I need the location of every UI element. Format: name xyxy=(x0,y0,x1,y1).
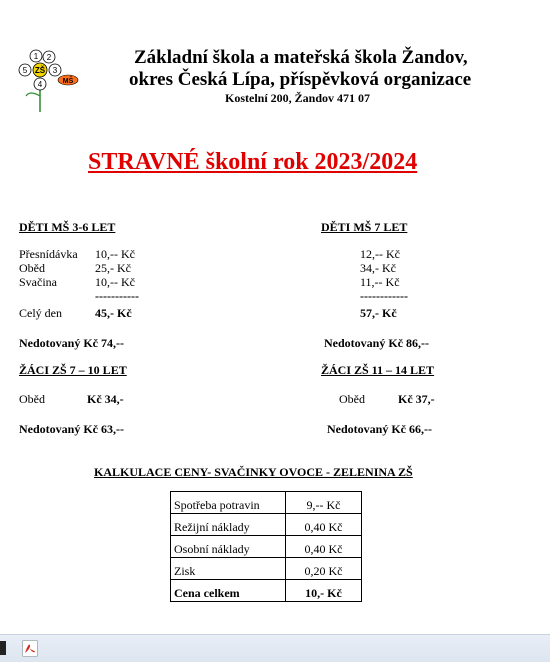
table-cell-value: 0,40 Kč xyxy=(286,514,362,536)
logo-text: 2 xyxy=(46,53,52,62)
zs710-obed-label: Oběd xyxy=(19,392,45,406)
zs710-obed-value: Kč 34,- xyxy=(87,392,124,406)
ms36-heading: DĚTI MŠ 3-6 LET xyxy=(19,220,116,234)
logo-text: ZŠ xyxy=(34,66,46,75)
logo-text: MŠ xyxy=(62,78,74,85)
pdf-icon[interactable] xyxy=(22,640,38,657)
table-row xyxy=(171,558,362,580)
ms36-divider: ----------- xyxy=(95,289,139,303)
app-icon[interactable] xyxy=(0,641,6,655)
ms36-total-label: Celý den xyxy=(19,306,62,320)
ms36-label: Přesnídávka xyxy=(19,247,78,261)
ms36-value: 25,- Kč xyxy=(95,261,131,275)
kalkulace-table xyxy=(170,491,362,602)
zs1114-heading: ŽÁCI ZŠ 11 – 14 LET xyxy=(321,363,435,377)
zs1114-obed-label: Oběd xyxy=(339,392,365,406)
ms7-total-value: 57,- Kč xyxy=(360,306,397,320)
ms7-divider: ------------ xyxy=(360,289,408,303)
table-cell-label: Cena celkem xyxy=(171,580,286,602)
ms36-label: Oběd xyxy=(19,261,45,275)
ms7-nedotovany: Nedotovaný Kč 86,-- xyxy=(324,336,429,350)
table-row xyxy=(171,536,362,558)
table-cell-value: 0,40 Kč xyxy=(286,536,362,558)
taskbar xyxy=(0,634,550,662)
ms7-value: 12,-- Kč xyxy=(360,247,400,261)
table-cell-label: Režijní náklady xyxy=(171,514,286,536)
zs1114-obed-value: Kč 37,- xyxy=(398,392,435,406)
ms36-nedotovany: Nedotovaný Kč 74,-- xyxy=(19,336,124,350)
table-cell-label: Spotřeba potravin xyxy=(171,492,286,514)
table-cell-label: Zisk xyxy=(171,558,286,580)
ms36-label: Svačina xyxy=(19,275,57,289)
zs710-nedotovany: Nedotovaný Kč 63,-- xyxy=(19,422,124,436)
ms36-value: 10,-- Kč xyxy=(95,275,135,289)
ms36-total-value: 45,- Kč xyxy=(95,306,132,320)
logo-text: 1 xyxy=(33,52,39,61)
page-title: STRAVNÉ školní rok 2023/2024 xyxy=(88,149,418,175)
table-row xyxy=(171,492,362,514)
table-cell-value: 0,20 Kč xyxy=(286,558,362,580)
logo-text: 5 xyxy=(22,66,28,75)
table-cell-value: 10,- Kč xyxy=(286,580,362,602)
school-logo xyxy=(14,46,84,114)
ms7-heading: DĚTI MŠ 7 LET xyxy=(321,220,408,234)
table-row-total xyxy=(171,580,362,602)
ms7-value: 34,- Kč xyxy=(360,261,396,275)
table-row xyxy=(171,514,362,536)
ms36-value: 10,-- Kč xyxy=(95,247,135,261)
kalkulace-heading: KALKULACE CENY- SVAČINKY OVOCE - ZELENINA ZŠ xyxy=(94,465,413,479)
zs1114-nedotovany: Nedotovaný Kč 66,-- xyxy=(327,422,432,436)
school-address: Kostelní 200, Žandov 471 07 xyxy=(225,91,371,105)
table-cell-label: Osobní náklady xyxy=(171,536,286,558)
logo-text: 3 xyxy=(52,66,58,75)
ms7-value: 11,-- Kč xyxy=(360,275,400,289)
school-name-line1: Základní škola a mateřská škola Žandov, xyxy=(134,47,468,68)
logo-text: 4 xyxy=(37,80,43,89)
zs710-heading: ŽÁCI ZŠ 7 – 10 LET xyxy=(19,363,127,377)
school-name-line2: okres Česká Lípa, příspěvková organizace xyxy=(129,69,472,90)
table-cell-value: 9,-- Kč xyxy=(286,492,362,514)
